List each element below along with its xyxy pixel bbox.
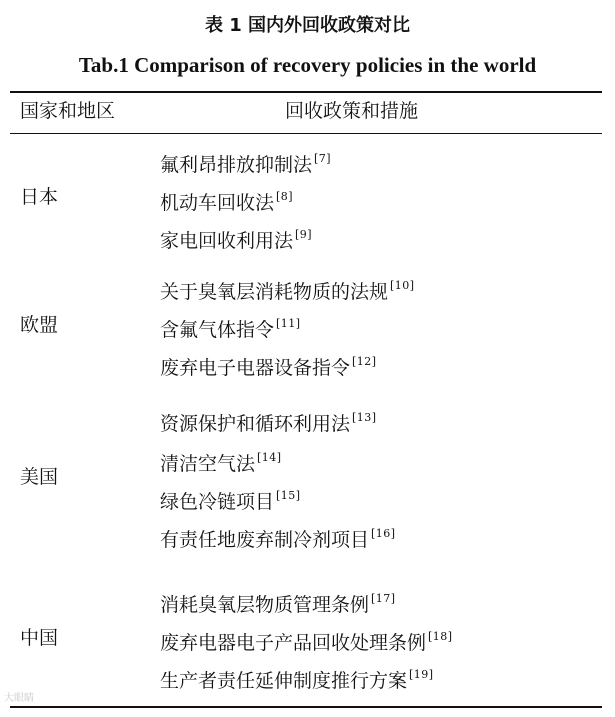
reference-marker: [10] <box>390 279 415 292</box>
table-caption-cn: 表 1 国内外回收政策对比 <box>204 15 411 36</box>
table-header-rule <box>10 133 602 134</box>
reference-marker: [14] <box>257 451 282 464</box>
policy-item: 资源保护和循环利用法 [13] <box>160 411 377 435</box>
policy-item: 含氟气体指令 [11] <box>160 317 301 341</box>
region-china: 中国 <box>20 627 59 649</box>
policy-item: 绿色冷链项目 [15] <box>160 489 301 513</box>
reference-marker: [11] <box>276 317 301 330</box>
reference-marker: [9] <box>295 228 313 241</box>
table-caption-en: Tab.1 Comparison of recovery policies in the world <box>78 53 537 77</box>
policy-item: 机动车回收法 [8] <box>160 190 294 214</box>
header-policy: 回收政策和措施 <box>285 100 419 122</box>
policy-item: 关于臭氧层消耗物质的法规 [10] <box>160 279 415 303</box>
policy-item: 生产者责任延伸制度推行方案 [19] <box>160 668 434 692</box>
reference-marker: [7] <box>314 152 332 165</box>
policy-item: 废弃电子电器设备指令 [12] <box>160 355 377 379</box>
policy-item: 废弃电器电子产品回收处理条例 [18] <box>160 630 453 654</box>
reference-marker: [8] <box>276 190 294 203</box>
reference-marker: [15] <box>276 489 301 502</box>
policy-item: 有责任地废弃制冷剂项目 [16] <box>160 527 396 551</box>
region-usa: 美国 <box>20 466 59 488</box>
region-eu: 欧盟 <box>20 314 59 336</box>
reference-marker: [18] <box>428 630 453 643</box>
table-top-rule <box>10 91 602 93</box>
reference-marker: [19] <box>409 668 434 681</box>
region-japan: 日本 <box>20 186 59 208</box>
reference-marker: [12] <box>352 355 377 368</box>
reference-marker: [16] <box>371 527 396 540</box>
policy-item: 清洁空气法 [14] <box>160 451 282 475</box>
policy-item: 家电回收利用法 [9] <box>160 228 313 252</box>
table-bottom-rule <box>10 706 602 708</box>
policy-item: 氟利昂排放抑制法 [7] <box>160 152 332 176</box>
policy-item: 消耗臭氧层物质管理条例 [17] <box>160 592 396 616</box>
reference-marker: [13] <box>352 411 377 424</box>
reference-marker: [17] <box>371 592 396 605</box>
header-region: 国家和地区 <box>20 100 116 122</box>
watermark: 大眼睛 <box>4 693 34 704</box>
